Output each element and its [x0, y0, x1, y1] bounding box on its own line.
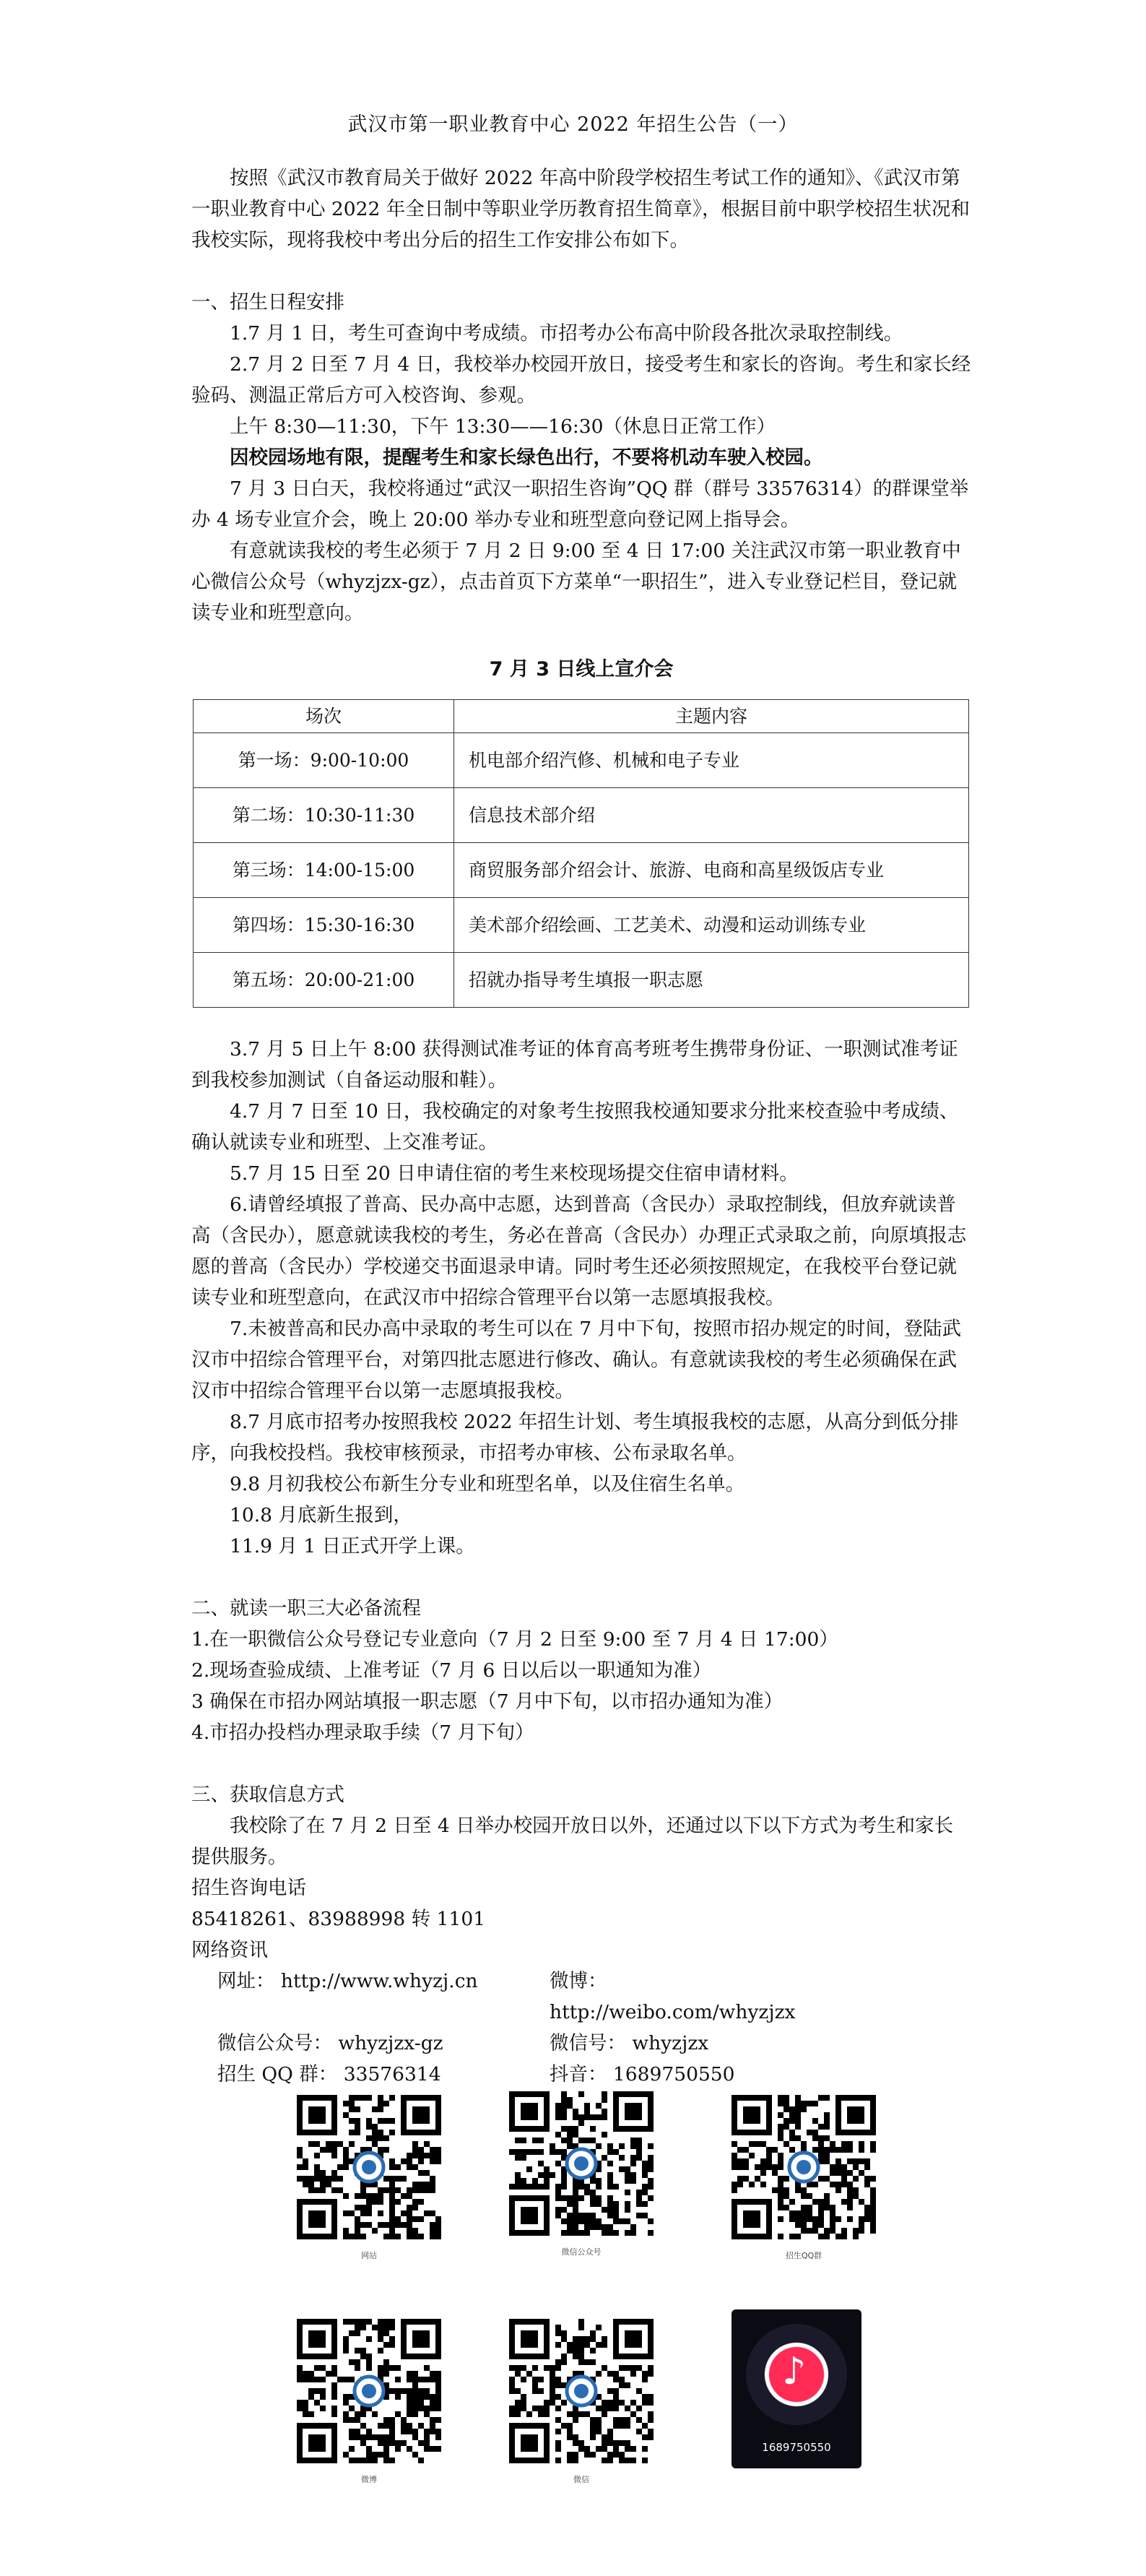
office-hours: 上午 8:30—11:30，下午 13:30——16:30（休息日正常工作） [230, 415, 776, 438]
session-time: 第四场：15:30-16:30 [194, 898, 454, 953]
section1-item: 8.7 月底市招考办按照我校 2022 年招生计划、考生填报我校的志愿，从高分到低分排序，向我校投档。我校审核预录，市招考办审核、公布录取名单。 [191, 1411, 959, 1464]
table-row [194, 843, 969, 898]
qr-code-icon [509, 2091, 654, 2236]
website-qr [297, 2095, 441, 2261]
table-row [194, 953, 969, 1008]
section1-item: 10.8 月底新生报到， [230, 1504, 412, 1526]
table-row [194, 898, 969, 953]
section1-item: 9.8 月初我校公布新生分专业和班型名单，以及住宿生名单。 [230, 1473, 745, 1495]
section2-heading: 二、就读一职三大必备流程 [191, 1597, 421, 1620]
table-title: 7 月 3 日线上宣介会 [489, 658, 674, 680]
announcement-body [191, 163, 971, 2090]
phone-numbers: 85418261、83988998 转 1101 [191, 1908, 486, 1930]
session-topic: 商贸服务部介绍会计、旅游、电商和高星级饭店专业 [454, 843, 969, 898]
session-topic: 招就办指导考生填报一职志愿 [454, 953, 969, 1008]
qr-caption: 微信公众号 [561, 2247, 602, 2257]
qr-caption: 微博 [361, 2475, 377, 2484]
session-time: 第五场：20:00-21:00 [194, 953, 454, 1008]
section3-heading: 三、获取信息方式 [191, 1784, 344, 1806]
douyin-code-icon [746, 2324, 847, 2425]
contact-list [217, 1966, 971, 2090]
wechat-id-contact: 微信号： whyzjzx [550, 2032, 709, 2054]
section1-item: 11.9 月 1 日正式开学上课。 [230, 1535, 475, 1557]
weibo-qr [297, 2319, 441, 2485]
section1-item: 1.7 月 1 日，考生可查询中考成绩。市招考办公布高中阶段各批次录取控制线。 [230, 322, 903, 345]
flow-step: 4.市招办投档办理录取手续（7 月下旬） [191, 1721, 534, 1744]
table-header: 主题内容 [454, 700, 969, 733]
section3-intro: 我校除了在 7 月 2 日至 4 日举办校园开放日以外，还通过以下以下方式为考生和家长提供服务。 [191, 1815, 954, 1868]
douyin-contact: 抖音： 1689750550 [550, 2063, 735, 2086]
net-label: 网络资讯 [191, 1939, 268, 1961]
intro-paragraph: 按照《武汉市教育局关于做好 2022 年高中阶段学校招生考试工作的通知》、《武汉市第一职业教育中心 2022 年全日制中等职业学历教育招生简章》，根据目前中职学校招生状况和我校实际，现将我校中考出分后的招生工作安排公布如下。 [191, 167, 971, 251]
section1-item: 6.请曾经填报了普高、民办高中志愿，达到普高（含民办）录取控制线，但放弃就读普高（含民办），愿意就读我校的考生，务必在普高（含民办）办理正式录取之前，向原填报志愿的普高（含民办）学校递交书面退录申请。同时考生还必须按照规定，在我校平台登记就读专业和班型意向，在武汉市中招综合管理平台以第一志愿填报我校。 [191, 1193, 967, 1309]
qq-group-contact: 招生 QQ 群： 33576314 [217, 2063, 441, 2086]
parking-notice: 因校园场地有限，提醒考生和家长绿色出行，不要将机动车驶入校园。 [230, 446, 823, 469]
douyin-code-card [732, 2309, 861, 2468]
qr-code-icon [297, 2095, 441, 2239]
section1-item: 3.7 月 5 日上午 8:00 获得测试准考证的体育高考班考生携带身份证、一职测试准考证到我校参加测试（自备运动服和鞋）。 [191, 1038, 958, 1092]
qq-group-qr [732, 2095, 876, 2261]
session-time: 第一场：9:00-10:00 [194, 733, 454, 788]
douyin-id: 1689750550 [762, 2441, 831, 2454]
qr-caption: 微信 [573, 2475, 589, 2484]
session-time: 第二场：10:30-11:30 [194, 788, 454, 843]
session-table [193, 699, 969, 1008]
session-topic: 美术部介绍绘画、工艺美术、动漫和运动训练专业 [454, 898, 969, 953]
section1-item: 5.7 月 15 日至 20 日申请住宿的考生来校现场提交住宿申请材料。 [230, 1162, 799, 1185]
session-topic: 机电部介绍汽修、机械和电子专业 [454, 733, 969, 788]
qq-group-paragraph: 7 月 3 日白天，我校将通过“武汉一职招生咨询”QQ 群（群号 33576314）的群课堂举办 4 场专业宣介会，晚上 20:00 举办专业和班型意向登记网上指导会。 [191, 477, 969, 531]
qr-code-icon [297, 2319, 441, 2463]
page-title: 武汉市第一职业教育中心 2022 年招生公告（一） [347, 113, 799, 136]
music-note-icon: ♪ [782, 2350, 807, 2393]
wechat-official-contact: 微信公众号： whyzjzx-gz [217, 2032, 443, 2054]
phone-label: 招生咨询电话 [191, 1877, 306, 1899]
table-header: 场次 [194, 700, 454, 733]
table-row [194, 788, 969, 843]
session-topic: 信息技术部介绍 [454, 788, 969, 843]
qr-code-icon [509, 2319, 654, 2463]
wechat-paragraph: 有意就读我校的考生必须于 7 月 2 日 9:00 至 4 日 17:00 关注武汉市第一职业教育中心微信公众号（whyzjzx-gz），点击首页下方菜单“一职招生”，进入专业登记栏目，登记就读专业和班型意向。 [191, 540, 961, 624]
section1-item: 4.7 月 7 日至 10 日，我校确定的对象考生按照我校通知要求分批来校查验中考成绩、确认就读专业和班型、上交准考证。 [191, 1100, 959, 1154]
section1-heading: 一、招生日程安排 [191, 291, 344, 314]
flow-step: 2.现场查验成绩、上准考证（7 月 6 日以后以一职通知为准） [191, 1659, 712, 1682]
flow-step: 3 确保在市招办网站填报一职志愿（7 月中下旬，以市招办通知为准） [191, 1690, 783, 1713]
wechat-official-qr [509, 2091, 654, 2257]
session-time: 第三场：14:00-15:00 [194, 843, 454, 898]
website-contact[interactable]: 网址： http://www.whyzj.cn [217, 1970, 478, 1992]
qr-code-icon [732, 2095, 876, 2239]
weibo-contact[interactable]: 微博：http://weibo.com/whyzjzx [550, 1970, 796, 2023]
section1-item: 7.未被普高和民办高中录取的考生可以在 7 月中下旬，按照市招办规定的时间，登陆武汉市中招综合管理平台，对第四批志愿进行修改、确认。有意就读我校的考生必须确保在武汉市中招综合管理平台以第一志愿填报我校。 [191, 1318, 961, 1402]
qr-caption: 网站 [361, 2251, 377, 2260]
table-header-row [194, 700, 969, 733]
table-row [194, 733, 969, 788]
flow-step: 1.在一职微信公众号登记专业意向（7 月 2 日至 9:00 至 7 月 4 日 17:00） [191, 1628, 838, 1651]
qr-caption: 招生QQ群 [785, 2251, 822, 2260]
wechat-qr [509, 2319, 654, 2485]
section1-item: 2.7 月 2 日至 7 月 4 日，我校举办校园开放日，接受考生和家长的咨询。考生和家长经验码、测温正常后方可入校咨询、参观。 [191, 353, 971, 407]
